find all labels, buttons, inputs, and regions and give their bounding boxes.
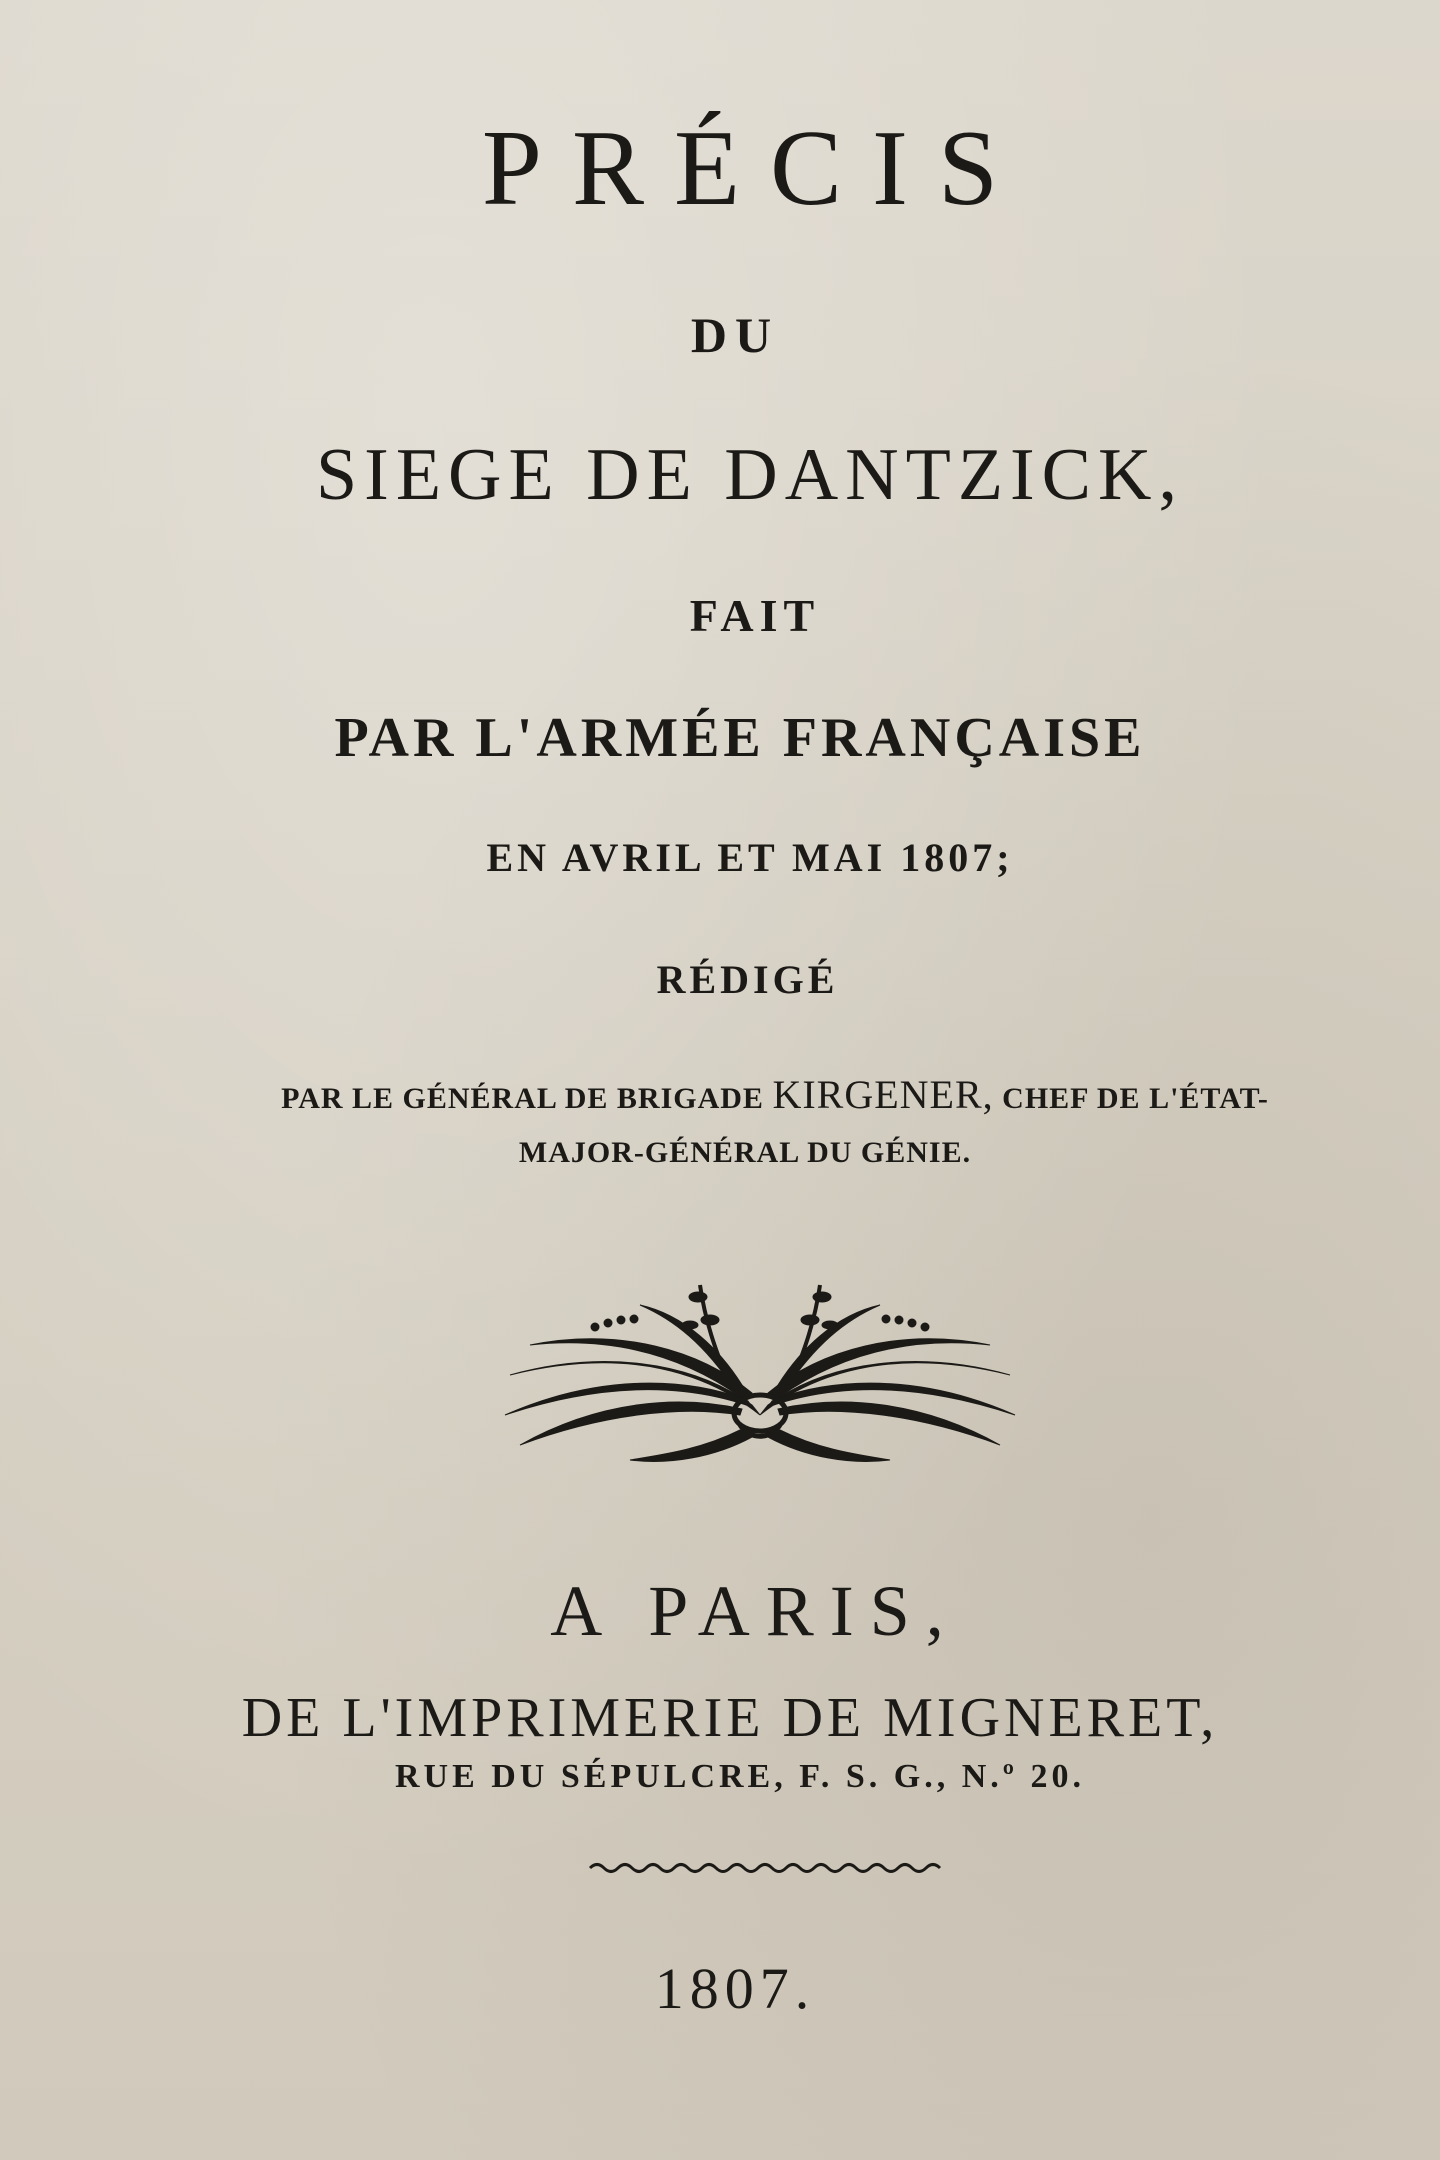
- author-line-2: MAJOR-GÉNÉRAL DU GÉNIE.: [518, 1136, 972, 1169]
- book-subject: SIEGE DE DANTZICK,: [316, 434, 1184, 516]
- title-connector-fait: FAIT: [689, 590, 821, 641]
- wavy-rule-divider: [585, 1860, 945, 1876]
- author-suffix: CHEF DE L'ÉTAT-: [1002, 1082, 1269, 1115]
- title-connector-du: DU: [690, 307, 780, 363]
- author-name: KIRGENER,: [772, 1072, 994, 1117]
- author-line-1: [0, 1072, 1440, 1117]
- siege-dates: EN AVRIL ET MAI 1807;: [486, 835, 1014, 880]
- redige-label: RÉDIGÉ: [656, 957, 839, 1002]
- publication-year: 1807.: [654, 1956, 816, 2021]
- army-line: PAR L'ARMÉE FRANÇAISE: [334, 707, 1146, 769]
- laurel-wreath-vignette-icon: [490, 1265, 1030, 1475]
- book-title: PRÉCIS: [481, 109, 1029, 228]
- author-prefix: PAR LE GÉNÉRAL DE BRIGADE: [281, 1082, 764, 1115]
- imprint-place: A PARIS,: [550, 1571, 960, 1651]
- imprint-address: RUE DU SÉPULCRE, F. S. G., N.º 20.: [394, 1758, 1086, 1795]
- imprint-printer: DE L'IMPRIMERIE DE MIGNERET,: [241, 1687, 1219, 1749]
